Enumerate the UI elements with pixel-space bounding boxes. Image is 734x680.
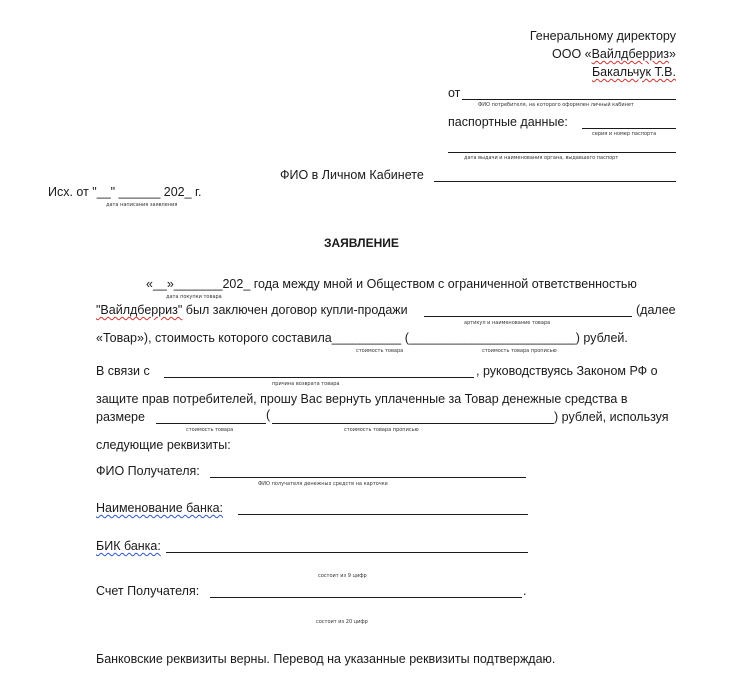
paragraph-2-line-2: защите прав потребителей, прошу Вас вернуть уплаченные за Товар денежные средства в [96, 392, 628, 406]
addressee-line-3 [592, 65, 676, 80]
account-period: . [523, 584, 527, 598]
amount-field-line[interactable] [156, 423, 266, 424]
paragraph-2-line-4: следующие реквизиты: [96, 438, 231, 452]
hint-cost-words-2: стоимость товара прописью [344, 427, 419, 433]
bik-field-line[interactable] [166, 552, 528, 553]
recipient-fio-label: ФИО Получателя: [96, 464, 200, 478]
passport-hint: серия и номер паспорта [592, 131, 657, 137]
recipient-fio-hint: ФИО получателя денежных средств на карточке [258, 481, 388, 487]
seller-company: "Вайлдберриз" [96, 303, 183, 317]
paragraph-1-line-2 [96, 303, 408, 318]
fio-cabinet-label: ФИО в Личном Кабинете [280, 168, 424, 182]
addressee-company: Вайлдберриз [591, 47, 670, 61]
contract-text: был заключен договор купли-продажи [182, 303, 408, 317]
passport-label: паспортные данные: [448, 115, 568, 129]
bank-name-field-line[interactable] [238, 514, 528, 515]
hint-article: артикул и наименование товара [464, 320, 551, 326]
outgoing-ref-hint: дата написания заявления [106, 202, 178, 208]
from-field-line[interactable] [462, 99, 676, 100]
paragraph-2-line-1-end: , руководствуясь Законом РФ о [476, 364, 658, 378]
bik-hint: состоит из 9 цифр [318, 573, 367, 579]
bik-label-text: БИК банка: [96, 539, 161, 553]
paragraph-2-line-1-start: В связи с [96, 364, 150, 378]
paragraph-2-line-3-start: размере [96, 410, 145, 424]
article-field-line[interactable] [424, 316, 632, 317]
account-label: Счет Получателя: [96, 584, 200, 598]
addressee-prefix: ООО « [552, 47, 592, 61]
addressee-suffix: » [669, 47, 676, 61]
paragraph-1-line-3: «Товар»), стоимость которого составила__________ (________________________) рублей. [96, 331, 628, 345]
addressee-line-2 [552, 47, 676, 62]
issued-hint: дата выдачи и наименования органа, выдавшего паспорт [464, 155, 619, 161]
hint-cost-2: стоимость товара [186, 427, 234, 433]
amount-words-open-paren: ( [266, 408, 271, 422]
from-hint: ФИО потребителя, на которого оформлен личный кабинет [478, 102, 634, 108]
bank-name-label [96, 501, 223, 516]
from-label: от [448, 86, 461, 100]
issued-field-line[interactable] [448, 152, 676, 153]
further-label: (далее [636, 303, 676, 317]
addressee-line-1: Генеральному директору [529, 29, 676, 43]
account-hint: состоит из 20 цифр [316, 619, 368, 625]
confirmation-text: Банковские реквизиты верны. Перевод на указанные реквизиты подтверждаю. [96, 652, 556, 666]
paragraph-1-line-1: «__»_______202_ года между мной и Обществом с ограниченной ответственностью [146, 277, 637, 291]
document-title: ЗАЯВЛЕНИЕ [324, 236, 399, 250]
reason-field-line[interactable] [164, 377, 474, 378]
paragraph-2-line-3-end: ) рублей, используя [554, 410, 669, 424]
hint-purchase-date: дата покупки товара [166, 294, 222, 300]
hint-cost: стоимость товара [356, 348, 404, 354]
passport-field-line[interactable] [582, 128, 676, 129]
hint-cost-words: стоимость товара прописью [482, 348, 557, 354]
hint-reason: причина возврата товара [272, 381, 340, 387]
bank-name-label-text: Наименование банка: [96, 501, 224, 515]
fio-cabinet-field-line[interactable] [434, 181, 676, 182]
amount-words-field-line[interactable] [272, 423, 554, 424]
recipient-fio-field-line[interactable] [210, 477, 526, 478]
outgoing-ref: Исх. от "__" ______ 202_ г. [48, 185, 202, 199]
account-field-line[interactable] [210, 597, 522, 598]
addressee-name: Бакальчук Т.В. [591, 65, 676, 79]
bik-label [96, 539, 161, 554]
